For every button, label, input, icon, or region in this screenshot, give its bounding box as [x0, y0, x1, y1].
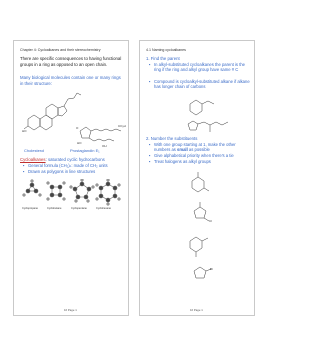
naming-examples-1 — [180, 92, 246, 136]
cyclopentane-model — [70, 179, 94, 202]
cholesterol-structure — [22, 89, 82, 133]
model-label: Cyclobutane — [47, 207, 62, 210]
step2-bullet-halogens: ▪ Treat halogens as alkyl groups — [154, 159, 250, 164]
step2-bullet-alphabetical: ▪ Give alphabetical priority when there's a tie — [154, 153, 250, 158]
intro-text: There are specific consequences to having functional groups in a ring as opposed to an open chain. — [20, 56, 122, 67]
rings-note: Many biological molecules contain one or many rings in their structure: — [20, 75, 121, 86]
cyclobutane-model — [47, 182, 65, 200]
cholesterol-label: Cholesterol — [24, 148, 45, 153]
model-label: Cyclopropane — [22, 207, 39, 210]
slide-right — [139, 40, 255, 316]
step1-bullet-ring-parent: ▪ In alkyl-substituted cycloalkanes the parent is the ring if the ring and alkyl group have same # C — [154, 62, 250, 73]
model-label: Cyclohexane — [96, 207, 111, 210]
svg-text:CO₂H: CO₂H — [118, 124, 126, 128]
numbering-emphasis: small — [177, 147, 188, 153]
cycloalkanes-def: : saturated cyclic hydrocarbons — [45, 157, 105, 162]
cyclopropane-model — [23, 180, 41, 196]
step1-bullet-alkane-parent: ▪ Compound is cycloalkyl-substituted alkane if alkane has longer chain of carbons — [154, 79, 250, 90]
svg-text:OH: OH — [102, 144, 107, 148]
bullet-general-formula: ▪ General formula (CH₂)ₙ: made of CH₂ units — [28, 163, 124, 168]
slide-left — [13, 40, 129, 316]
step2-bullet-numbering — [154, 142, 250, 153]
prostaglandin-structure — [74, 121, 126, 149]
footer: 16 Page 1 — [190, 308, 203, 312]
svg-text:O: O — [76, 126, 79, 130]
svg-text:Br: Br — [210, 267, 213, 271]
cycloalkane-definition — [20, 157, 126, 163]
step2-heading: 2. Number the substituents — [146, 136, 198, 141]
numbering-text-post: as possible — [187, 147, 210, 153]
cycloalkanes-term: Cycloalkanes — [20, 157, 46, 162]
bullet-polygons: ▪ Drawn as polygons in line structures — [28, 169, 124, 174]
footer: 16 Page 1 — [64, 308, 77, 312]
chapter-title: Chapter 4: Cycloalkanes and their stereochemistry — [20, 48, 101, 52]
cyclohexane-model — [96, 179, 120, 205]
prostaglandin-label: Prostaglandin E₁ — [70, 148, 100, 153]
naming-examples-2 — [176, 171, 236, 291]
svg-text:Cl: Cl — [209, 219, 212, 223]
step1-heading: 1. Find the parent — [146, 56, 180, 61]
svg-text:HO: HO — [77, 141, 82, 145]
numbering-text-pre: With one group starting at 1, make the other numbers as — [154, 142, 236, 153]
section-title: 4.1 Naming cycloalkanes — [146, 48, 186, 52]
model-label: Cyclopentane — [71, 207, 87, 210]
svg-text:HO: HO — [22, 129, 27, 133]
